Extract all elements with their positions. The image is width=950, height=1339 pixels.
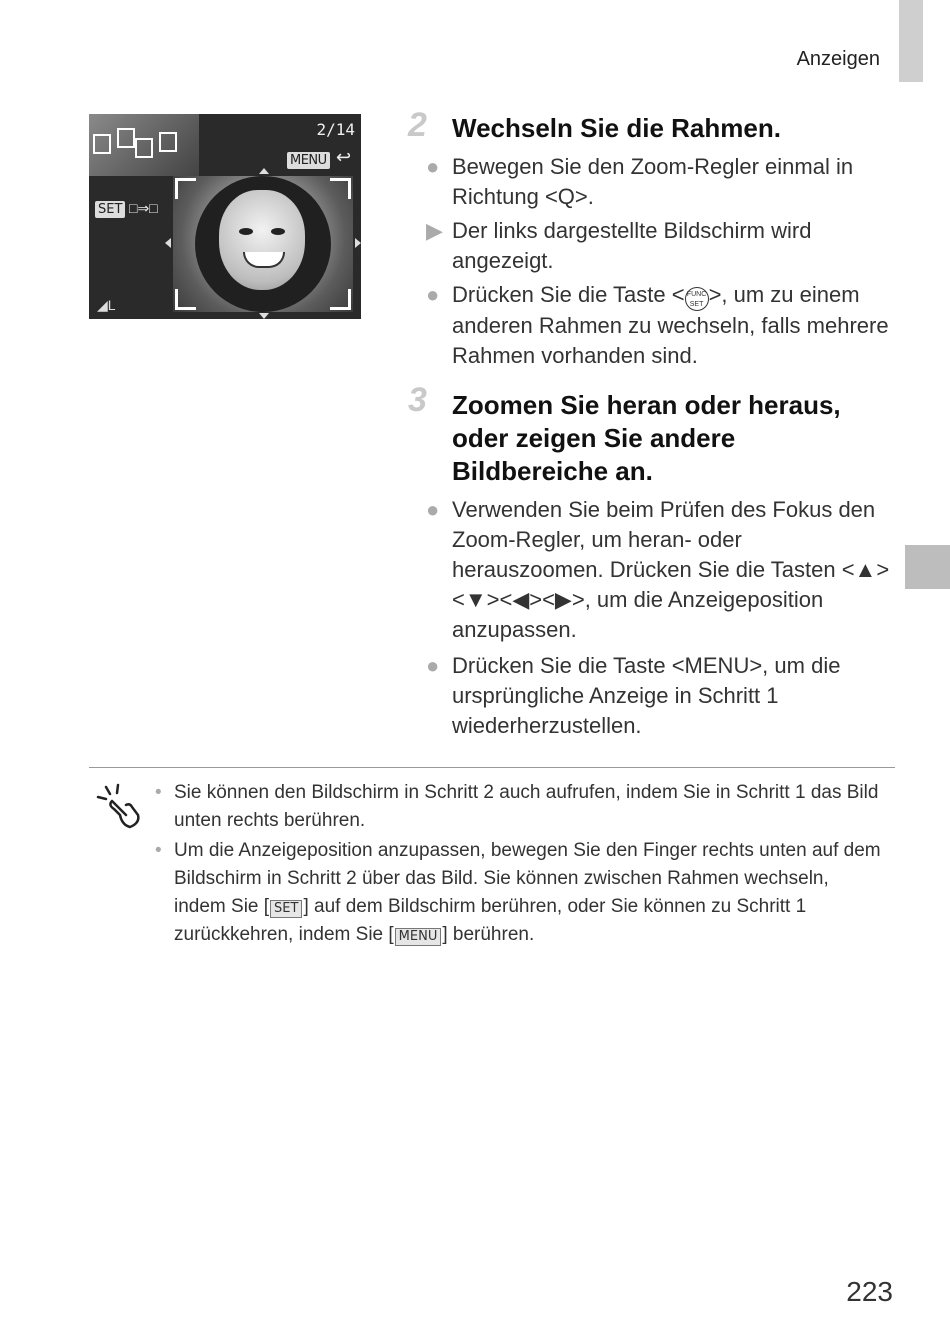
left-arrow-icon (165, 238, 171, 248)
frame-switch-icon: □⇒□ (129, 200, 158, 216)
step-3-title: Zoomen Sie heran oder heraus, oder zeigen Sie andere Bildbereiche an. (452, 390, 841, 486)
menu-badge: MENU (287, 152, 330, 169)
menu-icon: MENU (395, 928, 442, 946)
step-2-item: ● Drücken Sie die Taste < FUNC SET >, um zu einem anderen Rahmen zu wechseln, falls mehrere Rahmen vorhanden sind. (426, 282, 889, 368)
chapter-tab-marker (905, 545, 950, 589)
set-icon: SET (270, 900, 302, 918)
child-face (219, 190, 305, 290)
face-frame (93, 134, 111, 154)
return-arrow-icon: ↩ (336, 147, 352, 167)
camera-screen-illustration (89, 114, 361, 319)
right-arrow-icon (355, 238, 361, 248)
step-2-item: ▶ Der links dargestellte Bildschirm wird angezeigt. (426, 218, 812, 273)
down-arrow-icon (259, 313, 269, 319)
note-item: • Sie können den Bildschirm in Schritt 2 auch aufrufen, indem Sie in Schritt 1 das Bild unten rechts berühren. (155, 782, 879, 831)
step-3-item: ● Verwenden Sie beim Prüfen des Fokus den Zoom-Regler, um heran- oder herauszoomen. Drücken Sie die Tasten <▲><▼><◀><▶>, um die Anzeigeposition anzupassen. (426, 497, 890, 642)
image-size-label: ◢L (97, 297, 116, 313)
note-item: • Um die Anzeigeposition anzupassen, bewegen Sie den Finger rechts unten auf dem Bildschirm in Schritt 2 über das Bild. Sie können zwischen Rahmen wechseln, indem Sie [ SET ] auf dem Bildschirm berühren, oder Sie können zu Schritt 1 zurückkehren, indem Sie [ MENU ] berühren. (155, 840, 881, 945)
face-frame (117, 128, 135, 148)
step-2-item: ● Bewegen Sie den Zoom-Regler einmal in Richtung <Q>. (426, 154, 854, 209)
face-frame (135, 138, 153, 158)
thumbnail-image (89, 114, 199, 176)
up-arrow-icon (259, 168, 269, 174)
section-label: Anzeigen (796, 48, 880, 70)
frame-counter: 2/14 (316, 120, 355, 139)
step-3-number: 3 (408, 381, 427, 419)
chapter-tab-top (899, 0, 923, 82)
step-3-item: ● Drücken Sie die Taste <MENU>, um die ursprüngliche Anzeige in Schritt 1 wiederherzustellen. (426, 653, 841, 738)
section-divider (89, 767, 895, 768)
step-2-number: 2 (408, 106, 427, 144)
face-frame (159, 132, 177, 152)
func-set-button-icon: FUNC SET (685, 287, 709, 311)
page-number: 223 (846, 1276, 893, 1307)
step-2-title: Wechseln Sie die Rahmen. (452, 113, 781, 143)
touch-icon (96, 783, 144, 831)
zoomed-photo (173, 176, 353, 312)
set-badge: SET (95, 201, 125, 218)
